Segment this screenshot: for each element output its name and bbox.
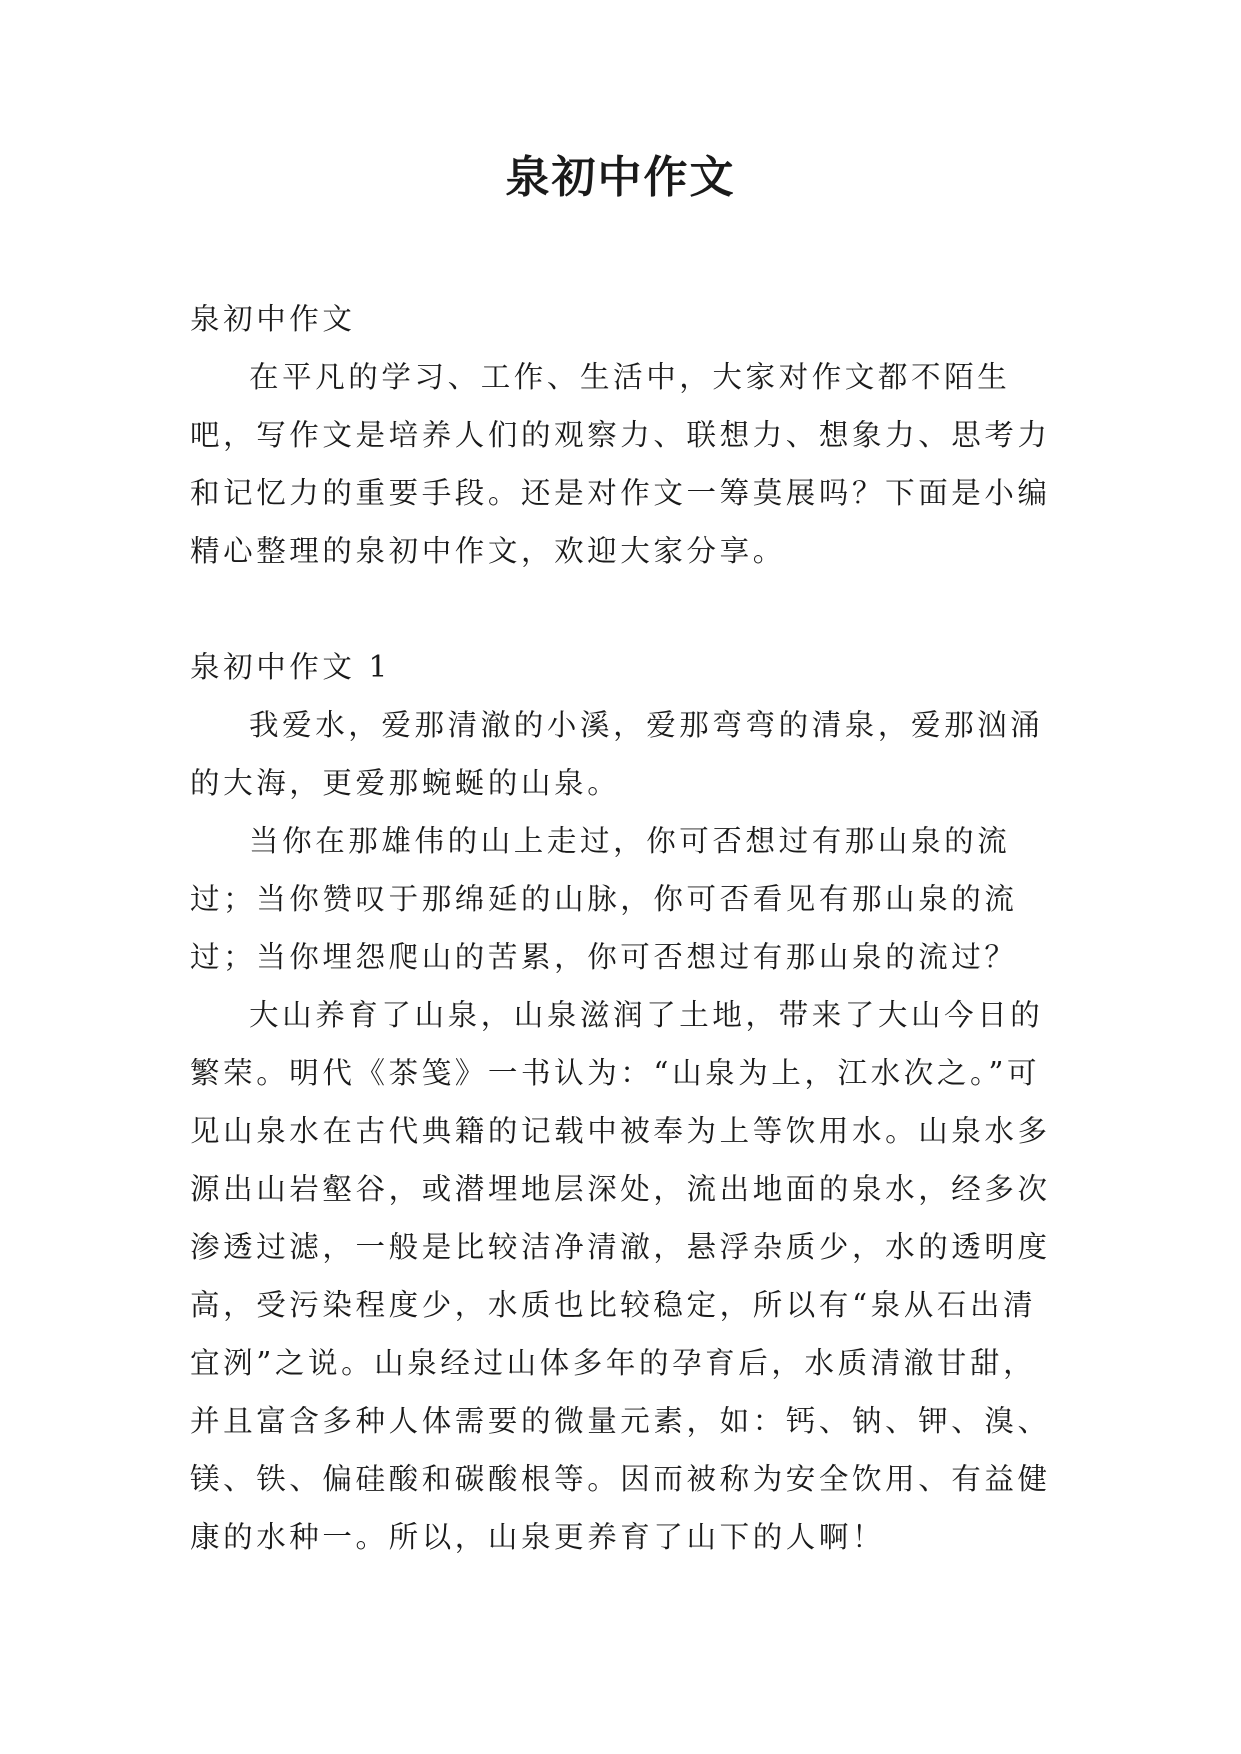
document-title: 泉初中作文 <box>505 152 736 203</box>
essay-1-paragraph-3: 大山养育了山泉，山泉滋润了土地，带来了大山今日的繁荣。明代《茶笺》一书认为：“山泉为上，江水次之。”可见山泉水在古代典籍的记载中被奉为上等饮用水。山泉水多源出山岩壑谷，或潜埋地层深处，流出地面的泉水，经多次渗透过滤，一般是比较洁净清澈，悬浮杂质少，水的透明度高，受污染程度少，水质也比较稳定，所以有“泉从石出清宜洌”之说。山泉经过山体多年的孕育后，水质清澈甘甜，并且富含多种人体需要的微量元素，如：钙、钠、钾、溴、镁、铁、偏硅酸和碳酸根等。因而被称为安全饮用、有益健康的水种一。所以，山泉更养育了山下的人啊！ <box>190 998 1051 1554</box>
essay-1-paragraph-2: 当你在那雄伟的山上走过，你可否想过有那山泉的流过；当你赞叹于那绵延的山脉，你可否看见有那山泉的流过；当你埋怨爬山的苦累，你可否想过有那山泉的流过？ <box>190 824 1018 974</box>
intro-paragraph: 在平凡的学习、工作、生活中，大家对作文都不陌生吧，写作文是培养人们的观察力、联想力、想象力、思考力和记忆力的重要手段。还是对作文一筹莫展吗？下面是小编精心整理的泉初中作文，欢迎大家分享。 <box>190 360 1051 568</box>
intro-heading: 泉初中作文 <box>190 302 356 336</box>
essay-1-paragraph-1: 我爱水，爱那清澈的小溪，爱那弯弯的清泉，爱那汹涌的大海，更爱那蜿蜒的山泉。 <box>190 708 1044 800</box>
document-body <box>190 290 1056 1566</box>
section-spacer <box>190 580 1056 638</box>
essay-1-heading: 泉初中作文 1 <box>190 650 391 684</box>
